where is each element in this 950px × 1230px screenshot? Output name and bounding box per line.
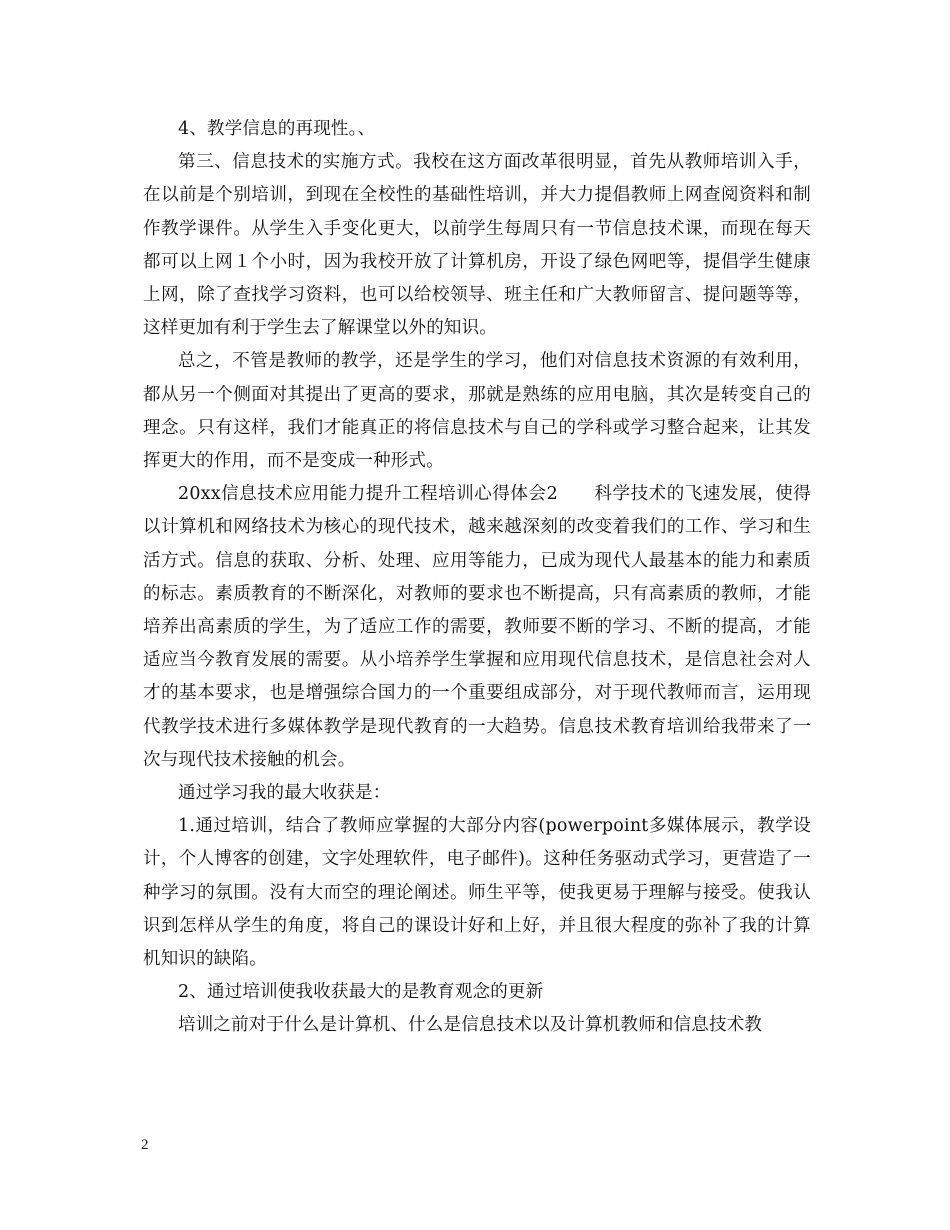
paragraph-experience-2: 20xx信息技术应用能力提升工程培训心得体会2 科学技术的飞速发展，使得以计算机和网络技术为核心的现代技术，越来越深刻的改变着我们的工作、学习和生活方式。信息的获取、分析、处理、应用等能力，已成为现代人最基本的能力和素质的标志。素质教育的不断深化，对教师的要求也不断提高，只有高素质的教师，才能培养出高素质的学生，为了适应工作的需要，教师要不断的学习、不断的提高，才能适应当今教育发展的需要。从小培养学生掌握和应用现代信息技术，是信息社会对人才的基本要求，也是增强综合国力的一个重要组成部分，对于现代教师而言，运用现代教学技术进行多媒体教学是现代教育的一大趋势。信息技术教育培训给我带来了一次与现代技术接触的机会。 [143, 484, 811, 770]
paragraph-biggest-gain: 通过学习我的最大收获是： [178, 783, 391, 804]
paragraph-teaching-info: 4、教学信息的再现性。、 [178, 119, 376, 139]
paragraph-summary: 总之，不管是教师的教学，还是学生的学习，他们对信息技术资源的有效利用，都从另一个侧面对其提出了更高的要求，那就是熟练的应用电脑，其次是转变自己的理念。只有这样，我们才能真正的将信息技术与自己的学科或学习整合起来，让其发挥更大的作用，而不是变成一种形式。 [143, 351, 811, 472]
paragraph-implementation: 第三、信息技术的实施方式。我校在这方面改革很明显，首先从教师培训入手，在以前是个别培训，到现在全校性的基础性培训，并大力提倡教师上网查阅资料和制作教学课件。从学生入手变化更大，以前学生每周只有一节信息技术课，而现在每天都可以上网１个小时，因为我校开放了计算机房，开设了绿色网吧等，提倡学生健康上网，除了查找学习资料，也可以给校领导、班主任和广大教师留言、提问题等等，这样更加有利于学生去了解课堂以外的知识。 [143, 152, 811, 339]
document-body [143, 113, 811, 1043]
paragraph-point-2: 2、通过培训使我收获最大的是教育观念的更新 [178, 982, 544, 1003]
paragraph-point-1: 1.通过培训，结合了教师应掌握的大部分内容(powerpoint多媒体展示，教学设计，个人博客的创建，文字处理软件，电子邮件)。这种任务驱动式学习，更营造了一种学习的氛围。没有大而空的理论阐述。师生平等，使我更易于理解与接受。使我认识到怎样从学生的角度，将自己的课设计好和上好，并且很大程度的弥补了我的计算机知识的缺陷。 [143, 816, 811, 970]
page-number: 2 [141, 1137, 149, 1153]
paragraph-before-training: 培训之前对于什么是计算机、什么是信息技术以及计算机教师和信息技术教 [178, 1015, 763, 1036]
